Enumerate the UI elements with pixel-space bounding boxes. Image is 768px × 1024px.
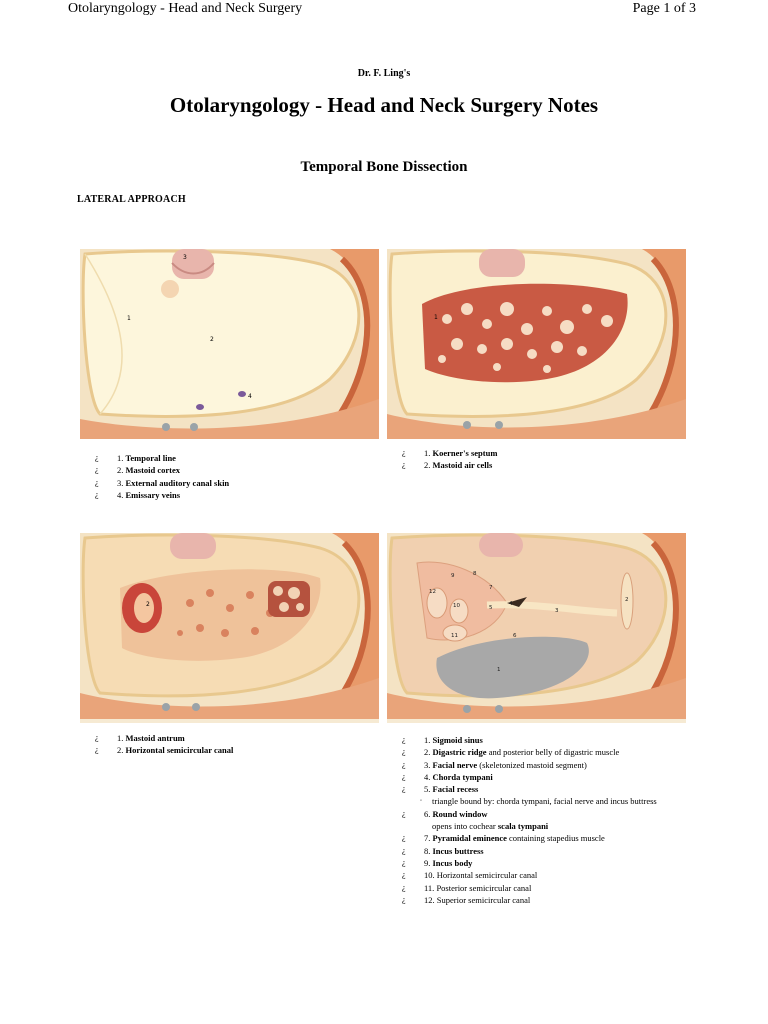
figure-mastoid-air-cells (387, 249, 686, 439)
figure-mastoid-antrum (80, 533, 379, 723)
fig4-label-3: 3 (555, 608, 559, 614)
caption-term: scala tympani (497, 821, 549, 832)
caption-list-1 (95, 452, 229, 501)
list-item: ¿ 2. Digastric ridge and posterior belly of digastric muscle (402, 747, 620, 758)
list-subitem (402, 820, 682, 832)
list-bullet: ¿ (402, 771, 406, 781)
fig4-label-4: 4 (509, 601, 513, 607)
document-title: Otolaryngology - Head and Neck Surgery Notes (169, 93, 599, 117)
caption-text: Superior semicircular canal (436, 894, 531, 905)
list-bullet: ¿ (402, 808, 406, 818)
list-item: ¿ 9. Incus body (402, 857, 473, 868)
list-item: ¿ 1. Temporal line (95, 453, 176, 463)
list-bullet: ¿ (402, 882, 406, 892)
figure-facial-recess (387, 533, 686, 723)
list-item: ¿ 8. Incus buttress (402, 845, 484, 856)
list-bullet: ¿ (95, 745, 99, 755)
list-item: ¿ 2. Mastoid air cells (402, 460, 493, 471)
fig4-label-6: 6 (513, 633, 517, 639)
sub-bullet: ◦ (420, 798, 423, 805)
fig1-label-2: 2 (210, 336, 214, 343)
caption-term: Facial nerve (432, 759, 478, 770)
caption-text: triangle bound by: chorda tympani, facial nerve and incus buttress (432, 796, 657, 807)
caption-term: Horizontal semicircular canal (125, 745, 234, 756)
caption-term: Chorda tympani (432, 771, 493, 782)
list-item: ¿ 5. Facial recess (402, 784, 479, 795)
caption-term: Facial recess (432, 784, 479, 795)
page-number: Page 1 of 3 (632, 1, 696, 16)
list-bullet: ¿ (402, 759, 406, 769)
caption-list-3 (95, 732, 233, 757)
caption-term: Digastric ridge (432, 747, 487, 758)
caption-term: Koerner's septum (432, 448, 498, 458)
figure-mastoid-cortex (80, 249, 379, 439)
list-bullet: ¿ (402, 747, 406, 757)
caption-text: and posterior belly of digastric muscle (488, 747, 620, 758)
list-bullet: ¿ (402, 894, 406, 904)
fig4-label-12: 12 (429, 589, 436, 595)
list-bullet: ¿ (402, 845, 406, 855)
header-title: Otolaryngology - Head and Neck Surgery (68, 1, 303, 16)
list-item: ¿ 12. Superior semicircular canal (402, 894, 531, 905)
list-item: ¿ 3. Facial nerve (skeletonized mastoid segment) (402, 759, 587, 770)
list-item: ¿ 3. External auditory canal skin (95, 477, 230, 488)
illustration-1 (80, 249, 379, 439)
list-bullet: ¿ (95, 489, 99, 499)
caption-term: Emissary veins (125, 489, 181, 500)
fig4-label-11: 11 (451, 633, 458, 639)
fig4-label-5: 5 (489, 605, 493, 611)
document-subtitle: Temporal Bone Dissection (300, 159, 468, 175)
fig4-label-8: 8 (473, 571, 477, 577)
list-bullet: ¿ (95, 733, 99, 742)
caption-text: containing stapedius muscle (508, 833, 605, 844)
caption-term: Temporal line (125, 453, 176, 463)
caption-term: External auditory canal skin (125, 477, 230, 488)
list-item: ¿ 1. Mastoid antrum (95, 733, 185, 743)
caption-term: Incus buttress (432, 845, 484, 856)
caption-text: Horizontal semicircular canal (436, 870, 538, 881)
caption-text: Posterior semicircular canal (436, 882, 532, 893)
list-item: ¿ 1. Koerner's septum (402, 448, 498, 458)
caption-text: (skeletonized mastoid segment) (479, 759, 587, 770)
fig4-label-7: 7 (489, 585, 493, 591)
illustration-2 (387, 249, 686, 439)
fig1-label-3: 3 (183, 254, 187, 261)
list-bullet: ¿ (402, 870, 406, 880)
author-line: Dr. F. Ling's (357, 68, 411, 79)
section-heading: LATERAL APPROACH (77, 194, 186, 205)
caption-term: Mastoid cortex (125, 465, 181, 476)
fig2-label-1: 1 (434, 314, 438, 321)
list-item: ¿ 10. Horizontal semicircular canal (402, 870, 538, 881)
list-bullet: ¿ (402, 460, 406, 470)
caption-term: Round window (432, 808, 488, 819)
list-bullet: ¿ (402, 833, 406, 843)
list-bullet: ¿ (402, 735, 406, 744)
list-item: ¿ 4. Emissary veins (95, 489, 181, 500)
list-bullet: ¿ (95, 477, 99, 487)
list-bullet: ¿ (402, 784, 406, 794)
caption-term: Pyramidal eminence (432, 833, 507, 844)
list-item: ¿ 6. Round window (402, 808, 488, 819)
caption-term: Incus body (432, 857, 473, 868)
fig1-label-4: 4 (248, 393, 252, 400)
fig4-label-2: 2 (625, 597, 629, 603)
list-bullet: ¿ (402, 448, 406, 457)
caption-term: Sigmoid sinus (432, 735, 483, 745)
list-item: ¿ 7. Pyramidal eminence containing stapedius muscle (402, 833, 605, 844)
list-item: ¿ 2. Horizontal semicircular canal (95, 745, 234, 756)
list-item: ¿ 4. Chorda tympani (402, 771, 493, 782)
fig3-label-2: 2 (146, 601, 150, 608)
page-header (0, 0, 768, 20)
fig1-label-1: 1 (127, 315, 131, 322)
list-bullet: ¿ (402, 857, 406, 867)
caption-list-4 (402, 734, 682, 906)
fig4-label-1: 1 (497, 667, 501, 673)
list-item: ¿ 11. Posterior semicircular canal (402, 882, 532, 893)
list-subitem (402, 795, 682, 807)
list-item: ¿ 2. Mastoid cortex (95, 465, 181, 476)
caption-term: Mastoid antrum (125, 733, 185, 743)
list-bullet: ¿ (95, 465, 99, 475)
fig4-label-10: 10 (453, 603, 460, 609)
illustration-3 (80, 533, 379, 719)
illustration-4 (387, 533, 686, 719)
caption-text: opens into cochear (432, 821, 496, 832)
caption-term: Mastoid air cells (432, 460, 493, 471)
fig4-label-9: 9 (451, 573, 455, 579)
list-bullet: ¿ (95, 453, 99, 462)
list-item: ¿ 1. Sigmoid sinus (402, 735, 483, 745)
caption-list-2 (402, 447, 497, 472)
